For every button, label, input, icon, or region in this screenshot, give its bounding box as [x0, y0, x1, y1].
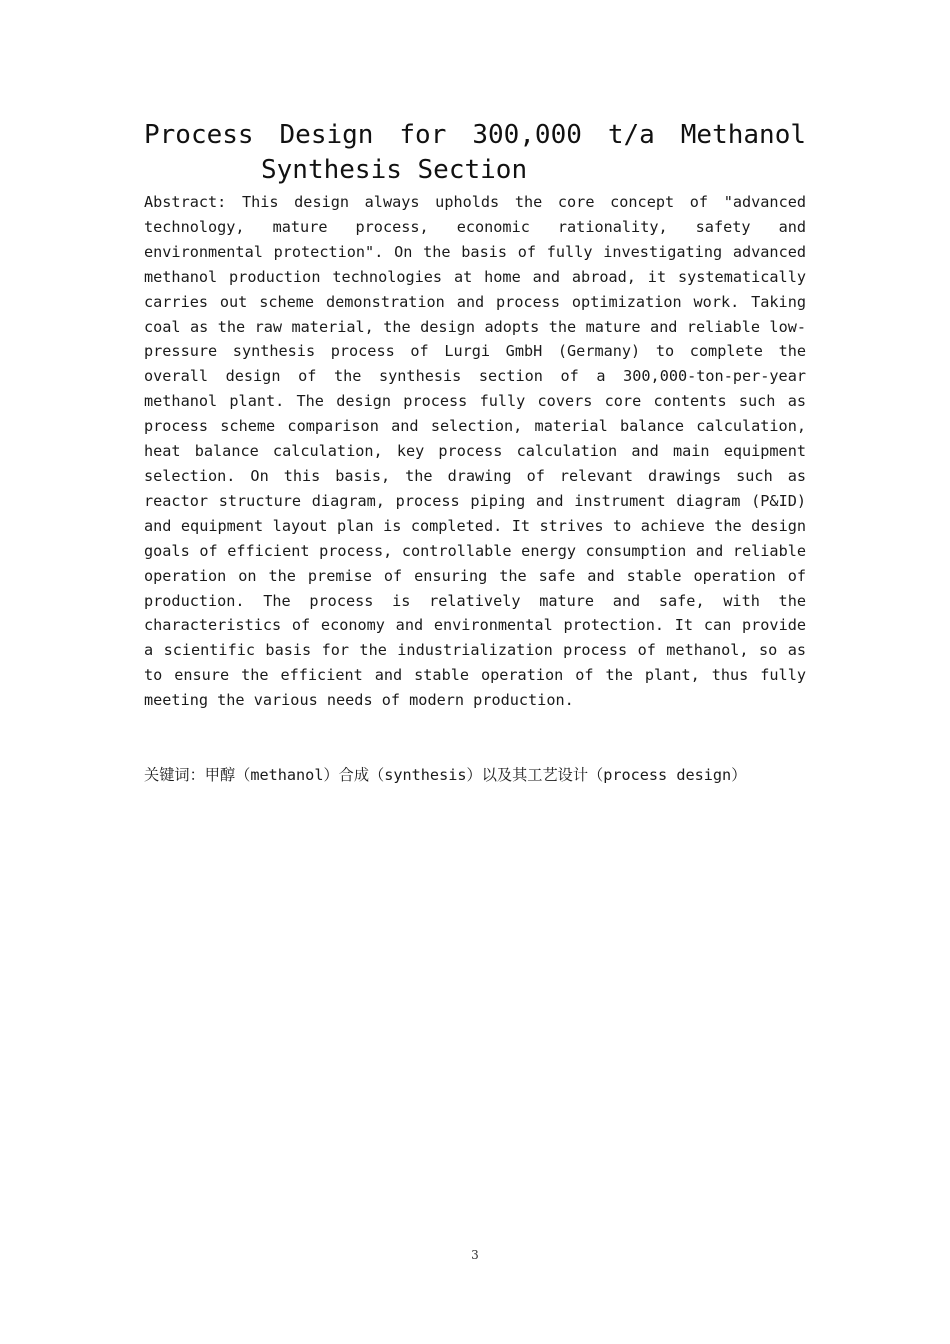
document-title: Process Design for 300,000 t/a Methanol	[144, 120, 806, 150]
page-content	[144, 118, 806, 788]
abstract-paragraph: Abstract: This design always upholds the core concept of "advanced technology, mature process, economic rationality, safety and environmental protection". On the basis of fully investigating advanced methanol production technologies at home and abroad, it systematically carries out scheme demonstration and process optimization work. Taking coal as the raw material, the design adopts the mature and reliable low-pressure synthesis process of Lurgi GmbH (Germany) to complete the overall design of the synthesis section of a 300,000-ton-per-year methanol plant. The design process fully covers core contents such as process scheme comparison and selection, material balance calculation, heat balance calculation, key process calculation and main equipment selection. On this basis, the drawing of relevant drawings such as reactor structure diagram, process piping and instrument diagram (P&ID) and equipment layout plan is completed. It strives to achieve the design goals of efficient process, controllable energy consumption and reliable operation on the premise of ensuring the safe and stable operation of production. The process is relatively mature and safe, with the characteristics of economy and environmental protection. It can provide a scientific basis for the industrialization process of methanol, so as to ensure the efficient and stable operation of the plant, thus fully meeting the various needs of modern production.	[144, 193, 806, 710]
keywords-paragraph: 关键词：甲醇（methanol）合成（synthesis）以及其工艺设计（process design）	[144, 766, 747, 785]
page-number: 3	[471, 1248, 479, 1262]
document-title-continued: Synthesis Section	[261, 155, 528, 185]
